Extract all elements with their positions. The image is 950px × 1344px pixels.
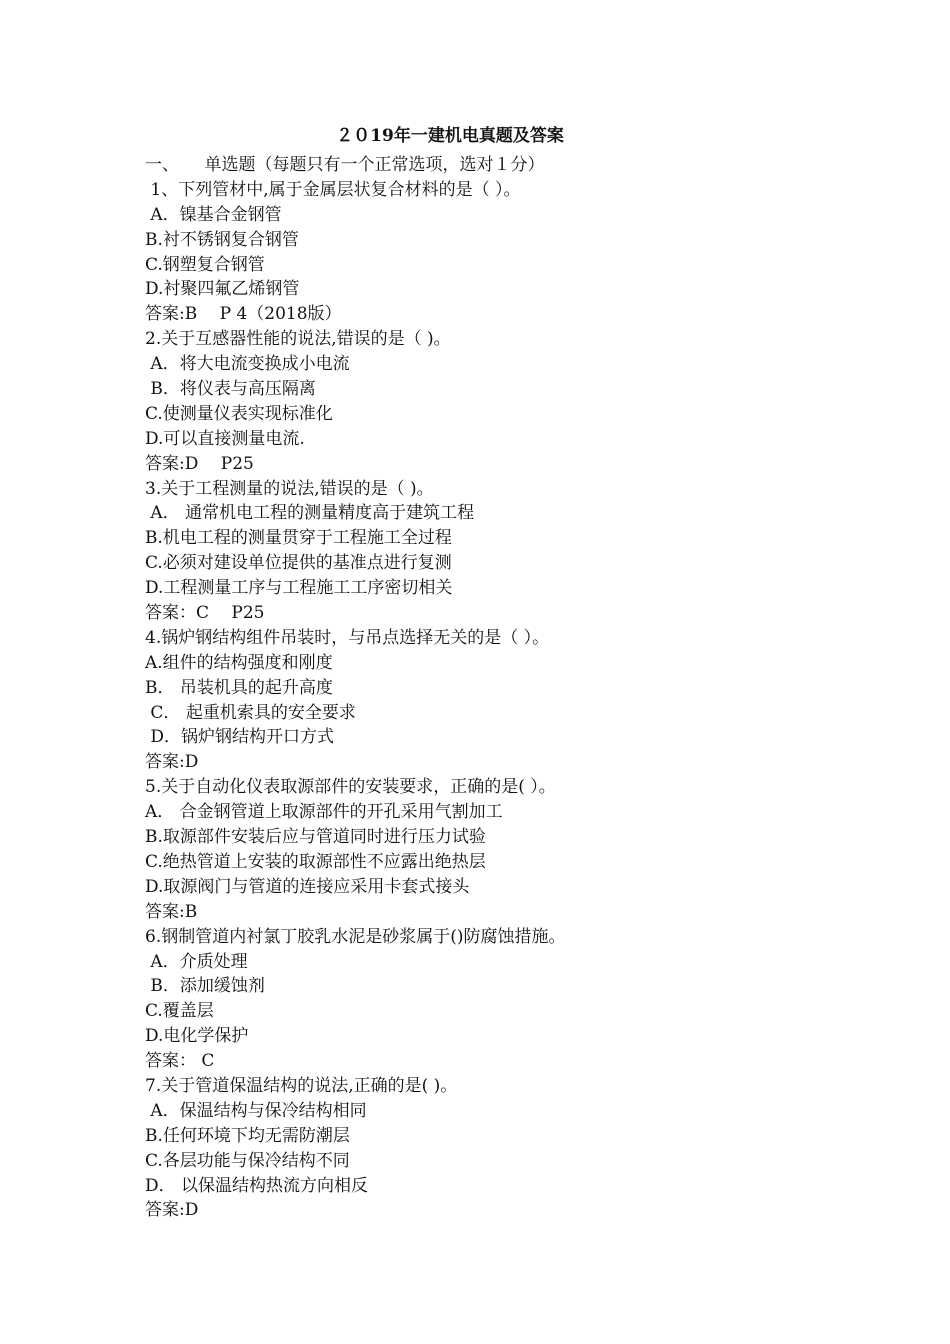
- option-text: A． 通常机电工程的测量精度高于建筑工程: [145, 503, 475, 524]
- option-text: C.绝热管道上安装的取源部性不应露出绝热层: [145, 851, 486, 872]
- option-text: B． 吊装机具的起升高度: [145, 677, 333, 698]
- question-text: 1、下列管材中,属于金属层状复合材料的是（ ）。: [145, 179, 521, 200]
- option-text: C． 起重机索具的安全要求: [145, 702, 356, 723]
- option-text: A． 合金钢管道上取源部件的开孔采用气割加工: [145, 802, 503, 823]
- option-text: D． 以保温结构热流方向相反: [145, 1175, 369, 1196]
- answer-text: 答案:D P25: [145, 453, 254, 474]
- option-text: A．将大电流变换成小电流: [145, 354, 350, 375]
- question-list: [145, 153, 905, 1223]
- option-text: B．将仪表与高压隔离: [145, 379, 316, 400]
- question-text: 3.关于工程测量的说法,错误的是（ )。: [145, 478, 434, 499]
- option-text: A．介质处理: [145, 951, 248, 972]
- option-text: B.任何环境下均无需防潮层: [145, 1125, 350, 1146]
- question-text: 6.钢制管道内衬氯丁胶乳水泥是砂浆属于()防腐蚀措施。: [145, 926, 566, 947]
- option-text: D．锅炉钢结构开口方式: [145, 727, 335, 748]
- option-text: D.电化学保护: [145, 1026, 249, 1047]
- option-text: C.各层功能与保冷结构不同: [145, 1150, 350, 1171]
- option-text: C.钢塑复合钢管: [145, 254, 265, 275]
- option-text: B.机电工程的测量贯穿于工程施工全过程: [145, 528, 452, 549]
- question-text: 5.关于自动化仪表取源部件的安装要求，正确的是( ）。: [145, 777, 556, 798]
- answer-text: 答案:D: [145, 752, 199, 773]
- option-text: D.可以直接测量电流.: [145, 428, 305, 449]
- option-text: B．添加缓蚀剂: [145, 976, 265, 997]
- option-text: B.衬不锈钢复合钢管: [145, 229, 299, 250]
- option-text: B.取源部件安装后应与管道同时进行压力试验: [145, 827, 486, 848]
- option-text: A．镍基合金钢管: [145, 204, 282, 225]
- answer-text: 答案:D: [145, 1200, 199, 1221]
- document-title: ２０19年一建机电真题及答案: [336, 126, 564, 146]
- option-text: A．保温结构与保冷结构相同: [145, 1100, 367, 1121]
- option-text: D.衬聚四氟乙烯钢管: [145, 279, 300, 300]
- answer-text: 答案： C: [145, 1051, 215, 1072]
- option-text: D.取源阀门与管道的连接应采用卡套式接头: [145, 876, 470, 897]
- answer-text: 答案：C P25: [145, 603, 265, 624]
- option-text: C.必须对建设单位提供的基准点进行复测: [145, 553, 452, 574]
- option-text: C.使测量仪表实现标准化: [145, 403, 333, 424]
- option-text: A.组件的结构强度和刚度: [145, 652, 333, 673]
- answer-text: 答案:B: [145, 901, 198, 922]
- question-text: 7.关于管道保温结构的说法,正确的是( )。: [145, 1075, 458, 1096]
- option-text: D.工程测量工序与工程施工工序密切相关: [145, 578, 453, 599]
- section-heading: 一、 单选题（每题只有一个正常选项，选对１分）: [145, 155, 545, 175]
- question-text: 2.关于互感器性能的说法,错误的是（ )。: [145, 329, 451, 350]
- document-page: [145, 125, 905, 1223]
- option-text: C.覆盖层: [145, 1001, 214, 1022]
- answer-text: 答案:B P 4（2018版）: [145, 304, 342, 325]
- question-text: 4.锅炉钢结构组件吊装时，与吊点选择无关的是（ ）。: [145, 627, 550, 648]
